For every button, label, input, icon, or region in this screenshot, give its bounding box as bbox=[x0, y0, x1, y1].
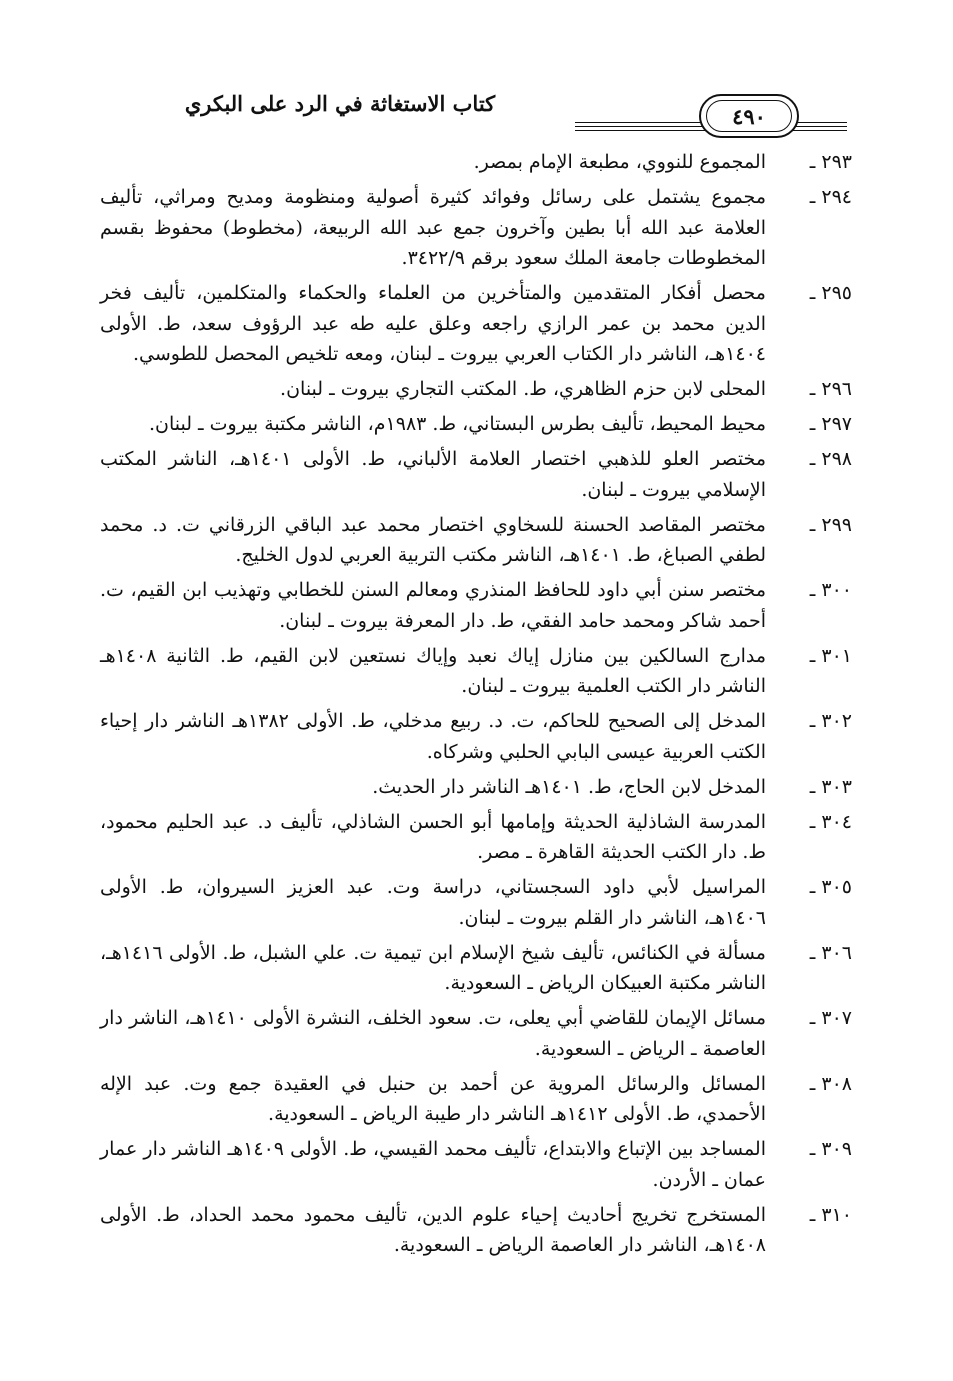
header-gap bbox=[105, 118, 575, 134]
page-number: ٤٩٠ bbox=[706, 100, 792, 132]
entry-text: المستخرج تخريج أحاديث إحياء علوم الدين، تأليف محمود محمد الحداد، ط. الأولى ١٤٠٨هـ، الناشر دار العاصمة الرياض ـ السعودية. bbox=[100, 1203, 766, 1256]
entry-number: ٣٠٢ ـ bbox=[809, 710, 852, 732]
bibliography-entry bbox=[100, 641, 852, 702]
bibliography-entry bbox=[100, 1200, 852, 1261]
entry-text: مختصر المقاصد الحسنة للسخاوي اختصار محمد عبد الباقي الزرقاني ت. د. محمد لطفي الصباغ، ط. ١٤٠١هـ، الناشر مكتب التربية العربي لدول الخليج. bbox=[100, 513, 766, 566]
entry-text: المدخل إلى الصحيح للحاكم، ت. د. ربيع مدخلي، ط. الأولى ١٣٨٢هـ الناشر دار إحياء الكتب العربية عيسى البابي الحلبي وشركاه. bbox=[100, 710, 767, 763]
entry-number: ٢٩٩ ـ bbox=[809, 513, 852, 536]
entry-text: المراسيل لأبي داود السجستاني، دراسة وت. عبد العزيز السيروان، ط. الأولى ١٤٠٦هـ، الناشر دار القلم بيروت ـ لبنان. bbox=[100, 876, 766, 929]
bibliography-entry bbox=[100, 147, 852, 178]
entry-text: المحلى لابن حزم الظاهري، ط. المكتب التجاري بيروت ـ لبنان. bbox=[280, 378, 766, 400]
page-number-badge bbox=[699, 94, 799, 138]
entry-text: المساجد بين الإتباع والابتداع، تأليف محمد القيسي، ط. الأولى ١٤٠٩هـ الناشر دار عمار عمان ـ الأردن. bbox=[100, 1138, 767, 1191]
entry-number: ٣٠٦ ـ bbox=[809, 941, 852, 964]
entry-text: محصل أفكار المتقدمين والمتأخرين من العلماء والحكماء والمتكلمين، تأليف فخر الدين محمد بن عمر الرازي راجعه وعلق عليه طه عبد الرؤوف سعد، ط. الأولى ١٤٠٤هـ، الناشر دار الكتاب العربي بيروت ـ لبنان، ومعه تلخيص المحصل للطوسي. bbox=[100, 282, 766, 365]
entry-text: محيط المحيط، تأليف بطرس البستاني، ط. ١٩٨٣م، الناشر مكتبة بيروت ـ لبنان. bbox=[148, 413, 766, 435]
entry-text: مسائل الإيمان للقاضي أبي يعلى، ت. سعود الخلف، النشرة الأولى ١٤١٠هـ، الناشر دار العاصمة ـ الرياض ـ السعودية. bbox=[100, 1007, 767, 1060]
bibliography-entry bbox=[100, 278, 852, 370]
bibliography-entry bbox=[100, 938, 852, 999]
entry-number: ٢٩٦ ـ bbox=[809, 378, 852, 400]
entry-text: مدارج السالكين بين منازل إياك نعبد وإياك نستعين لابن القيم، ط. الثانية ١٤٠٨هـ الناشر دار الكتب العلمية بيروت ـ لبنان. bbox=[100, 644, 766, 697]
entry-text: المدخل لابن الحاج، ط. ١٤٠١هـ الناشر دار الحديث. bbox=[372, 775, 766, 798]
running-header bbox=[105, 88, 847, 138]
bibliography-entry bbox=[100, 444, 852, 505]
entry-number: ٢٩٣ ـ bbox=[809, 151, 852, 173]
bibliography-entry bbox=[100, 807, 852, 868]
bibliography-entry bbox=[100, 706, 852, 767]
entry-number: ٣١٠ ـ bbox=[809, 1203, 852, 1226]
book-title: كتاب الاستغاثة في الرد على البكري bbox=[105, 88, 575, 120]
entry-number: ٣٠٧ ـ bbox=[809, 1007, 852, 1029]
bibliography-entry bbox=[100, 374, 852, 405]
entry-text: مسألة في الكنائس، تأليف شيخ الإسلام ابن تيمية ت. علي الشبل، ط. الأولى ١٤١٦هـ، الناشر مكتبة العبيكان الرياض ـ السعودية. bbox=[100, 941, 766, 994]
entry-text: المدرسة الشاذلية الحديثة وإمامها أبو الحسن الشاذلي، تأليف د. عبد الحليم محمود، ط. دار الكتب الحديثة القاهرة ـ مصر. bbox=[100, 810, 766, 863]
entry-number: ٢٩٧ ـ bbox=[809, 413, 852, 435]
bibliography-entry bbox=[100, 182, 852, 274]
bibliography-entry bbox=[100, 510, 852, 571]
entry-number: ٣٠٤ ـ bbox=[809, 810, 852, 833]
entry-number: ٢٩٨ ـ bbox=[809, 448, 852, 470]
entry-text: المجموع للنووي، مطبعة الإمام بمصر. bbox=[473, 151, 766, 173]
bibliography-entry bbox=[100, 772, 852, 803]
bibliography-entry bbox=[100, 1134, 852, 1195]
bibliography-entry bbox=[100, 1069, 852, 1130]
entry-number: ٢٩٥ ـ bbox=[809, 282, 852, 304]
bibliography-entry bbox=[100, 1003, 852, 1064]
bibliography-entry bbox=[100, 575, 852, 636]
entry-number: ٣٠٩ ـ bbox=[809, 1138, 852, 1160]
entry-number: ٣٠٠ ـ bbox=[809, 579, 852, 601]
entry-number: ٣٠٨ ـ bbox=[809, 1072, 852, 1095]
bibliography-list bbox=[100, 147, 852, 1265]
entry-text: مجموع يشتمل على رسائل وفوائد كثيرة أصولية ومنظومة ومديح ومراثي، تأليف العلامة عبد الله أبا بطين وآخرون جمع عبد الله الربيعة، (مخطوط) محفوظ بقسم المخطوطات جامعة الملك سعود برقم ٣٤٢٢/٩. bbox=[100, 186, 766, 269]
entry-number: ٣٠٥ ـ bbox=[809, 876, 852, 898]
entry-number: ٣٠٣ ـ bbox=[809, 775, 852, 798]
bibliography-entry bbox=[100, 872, 852, 933]
entry-text: مختصر سنن أبي داود للحافظ المنذري ومعالم السنن للخطابي وتهذيب ابن القيم، ت. أحمد شاكر ومحمد حامد الفقي، ط. دار المعرفة بيروت ـ لبنان. bbox=[100, 579, 766, 632]
bibliography-entry bbox=[100, 409, 852, 440]
entry-number: ٣٠١ ـ bbox=[809, 644, 852, 667]
entry-text: مختصر العلو للذهبي اختصار العلامة الألباني، ط. الأولى ١٤٠١هـ، الناشر المكتب الإسلامي بيروت ـ لبنان. bbox=[100, 448, 766, 501]
entry-number: ٢٩٤ ـ bbox=[809, 186, 852, 208]
entry-text: المسائل والرسائل المروية عن أحمد بن حنبل في العقيدة جمع وت. عبد الإله الأحمدي، ط. الأولى ١٤١٢هـ الناشر دار طيبة الرياض ـ السعودية. bbox=[100, 1072, 766, 1125]
